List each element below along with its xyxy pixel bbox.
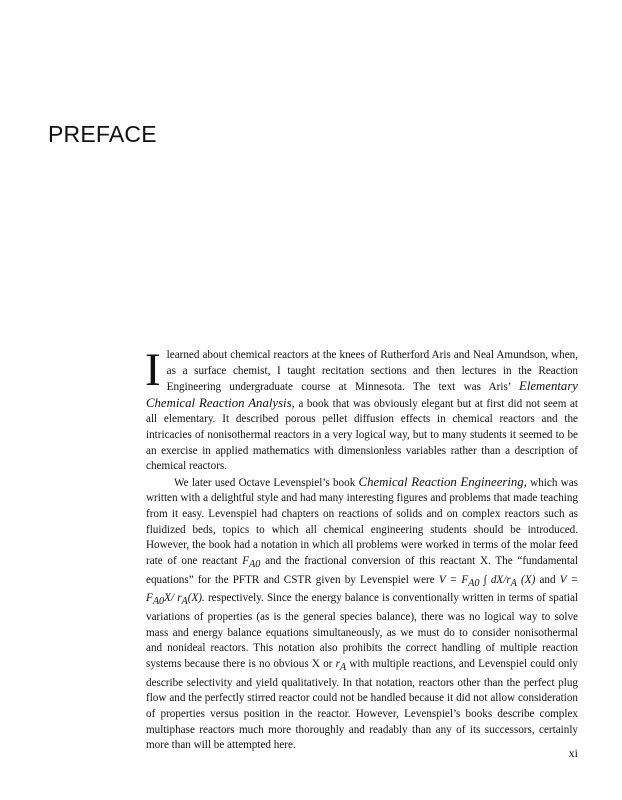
page-number: xi — [568, 746, 578, 760]
preface-body — [145, 344, 579, 754]
cstr-equation: $V = F_{A0}X/$ $r_A(X)$. — [146, 573, 578, 608]
paragraph-2-text-f: with multiple reactions, and Levenspiel could only describe selectivity and yield qualitatively. In that notation, reactors other than the perfect plug flow and the perfectly stirred reactor could not be handled because it did not allow consideration of properties versus position in the reactor. However, Levenspiel’s books describe complex multiphase reactors much more thoroughly and readably than any of its successors, certainly more than will be attempted here. — [146, 657, 578, 752]
paragraph-2-text-a: We later used Octave Levenspiel’s book — [174, 476, 359, 489]
paragraph-1-text-b: a book that was obviously elegant but at first did not seem at all elementary. It described porous pellet diffusion effects in chemical reactors and the intricacies of nonisothermal reactors in a very logical way, but to many students it seemed to be an exercise in applied mathematics with dimensionless variables rather than a description of chemical reactors. — [146, 397, 578, 473]
paragraph-1 — [145, 344, 578, 475]
book-title-aris: Elementary Chemical Reaction Analysis, — [146, 379, 578, 410]
paragraph-2-text-d: and — [535, 573, 560, 586]
rate-symbol: $r_A$ — [335, 657, 347, 674]
pftr-equation: $V = F_{A0}$ ∫ $dX/r_A$ (X) — [438, 573, 536, 589]
paragraph-2-text-c: and the fractional conversion of this reactant X. The “fundamental equations” for the PFTR and CSTR given by Levenspiel were — [146, 554, 579, 586]
paragraph-1-text-a: learned about chemical reactors at the knees of Rutherford Aris and Neal Amundson, when, as a surface chemist, I taught recitation sections and then lectures in the Reaction Engineering undergraduate course at Minnesota. The text was Aris’ — [166, 349, 578, 394]
paragraph-2-text-b: which was written with a delightful style and had many interesting figures and problems that made teaching from it easy. Levenspiel had chapters on reactions of solids and on complex reactors such as fluidized beds, topics to which all chemical engineering students should be introduced. However, the book had a notation in which all problems were worked in terms of the molar feed rate of one reactant — [146, 476, 579, 567]
paragraph-2-text-e: respectively. Since the energy balance is conventionally written in terms of spatial variations of properties (as is the general species balance), there was no logical way to solve mass and energy balance equations simultaneously, as we must do to consider nonisothermal and nonideal reactors. This notation also prohibits the correct handling of multiple reaction systems because there is no obvious X or — [146, 592, 578, 670]
chapter-title: PREFACE — [48, 121, 157, 147]
drop-cap: I — [145, 344, 161, 396]
paragraph-2 — [146, 475, 578, 754]
molar-feed-symbol: $F_{A0}$ — [242, 554, 261, 570]
book-title-levenspiel: Chemical Reaction Engineering, — [358, 474, 527, 489]
